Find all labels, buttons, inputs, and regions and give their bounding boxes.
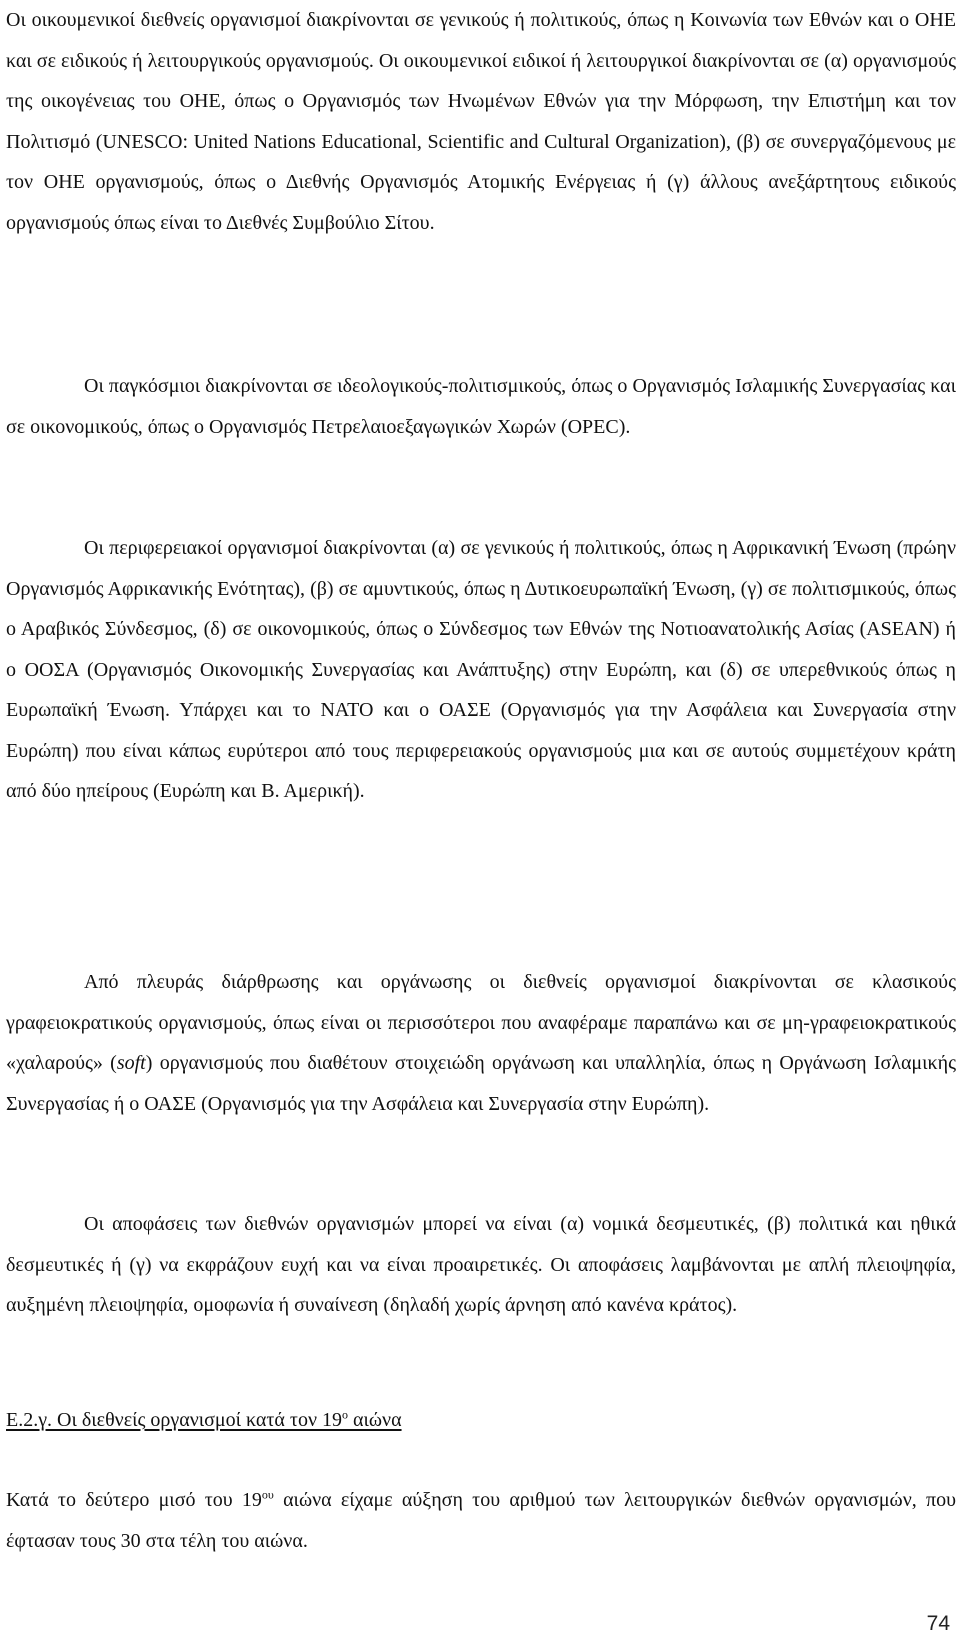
paragraph-5: Οι αποφάσεις των διεθνών οργανισμών μπορεί να είναι (α) νομικά δεσμευτικές, (β) πολιτικά και ηθικά δεσμευτικές ή (γ) να εκφράζουν ευχή και να είναι προαιρετικές. Οι αποφάσεις λαμβάνονται με απλή πλειοψηφία, αυξημένη πλειοψηφία, ομοφωνία ή συναίνεση (δηλαδή χωρίς άρνηση από κανένα κράτος).	[6, 1213, 956, 1316]
paragraph-2: Οι παγκόσμιοι διακρίνονται σε ιδεολογικούς-πολιτισμικούς, όπως ο Οργανισμός Ισλαμικής Συνεργασίας και σε οικονομικούς, όπως ο Οργανισμός Πετρελαιοεξαγωγικών Χωρών (OPEC).	[6, 375, 956, 438]
page-number: 74	[926, 1612, 950, 1635]
section-heading-text: Ε.2.γ. Οι διεθνείς οργανισμοί κατά τον 19	[6, 1409, 342, 1431]
paragraph-6-text-start: Κατά το δεύτερο μισό του 19	[6, 1489, 262, 1511]
paragraph-6-text-end: αιώνα είχαμε αύξηση του αριθμού των λειτουργικών διεθνών οργανισμών, που έφτασαν τους 30 στα τέλη του αιώνα.	[6, 1489, 956, 1552]
paragraph-6	[6, 1480, 956, 1561]
section-heading-text-end: αιώνα	[348, 1409, 402, 1431]
paragraph-6-superscript: ου	[261, 1487, 274, 1502]
paragraph-1: Οι οικουμενικοί διεθνείς οργανισμοί διακρίνονται σε γενικούς ή πολιτικούς, όπως η Κοινωνία των Εθνών και ο ΟΗΕ και σε ειδικούς ή λειτουργικούς οργανισμούς. Οι οικουμενικοί ειδικοί ή λειτουργικοί διακρίνονται σε (α) οργανισμούς της οικογένειας του ΟΗΕ, όπως ο Οργανισμός των Ηνωμένων Εθνών για την Μόρφωση, την Επιστήμη και τον Πολιτισμό (UNESCO: United Nations Educational, Scientific and Cultural Organization), (β) σε συνεργαζόμενους με τον ΟΗΕ οργανισμούς, όπως ο Διεθνής Οργανισμός Ατομικής Ενέργειας ή (γ) άλλους ανεξάρτητους ειδικούς οργανισμούς όπως είναι το Διεθνές Συμβούλιο Σίτου.	[6, 9, 956, 234]
paragraph-4-text-end: ) οργανισμούς που διαθέτουν στοιχειώδη οργάνωση και υπαλληλία, όπως η Οργάνωση Ισλαμικής Συνεργασίας ή ο ΟΑΣΕ (Οργανισμός για την Ασφάλεια και Συνεργασία στην Ευρώπη).	[6, 1052, 956, 1115]
paragraph-4	[6, 962, 956, 1124]
paragraph-3: Οι περιφερειακοί οργανισμοί διακρίνονται (α) σε γενικούς ή πολιτικούς, όπως η Αφρικανική Ένωση (πρώην Οργανισμός Αφρικανικής Ενότητας), (β) σε αμυντικούς, όπως η Δυτικοευρωπαϊκή Ένωση, (γ) σε πολιτισμικούς, όπως ο Αραβικός Σύνδεσμος, (δ) σε οικονομικούς, όπως ο Σύνδεσμος των Εθνών της Νοτιοανατολικής Ασίας (ASEAN) ή ο ΟΟΣΑ (Οργανισμός Οικονομικής Συνεργασίας και Ανάπτυξης) στην Ευρώπη, και (δ) σε υπερεθνικούς όπως η Ευρωπαϊκή Ένωση. Υπάρχει και το ΝΑΤΟ και ο ΟΑΣΕ (Οργανισμός για την Ασφάλεια και Συνεργασία στην Ευρώπη) που είναι κάπως ευρύτεροι από τους περιφερειακούς οργανισμούς μια και σε αυτούς συμμετέχουν κράτη από δύο ηπείρους (Ευρώπη και Β. Αμερική).	[6, 537, 956, 802]
section-heading	[6, 1400, 402, 1440]
paragraph-4-text-start: Από πλευράς διάρθρωσης και οργάνωσης οι διεθνείς οργανισμοί διακρίνονται σε κλασικούς γραφειοκρατικούς οργανισμούς, όπως είναι οι περισσότεροι που αναφέραμε παραπάνω και σε μη-γραφειοκρατικούς «χαλαρούς» (	[6, 971, 956, 1074]
section-heading-superscript: ο	[342, 1407, 348, 1422]
paragraph-4-italic-term: soft	[116, 1052, 146, 1074]
